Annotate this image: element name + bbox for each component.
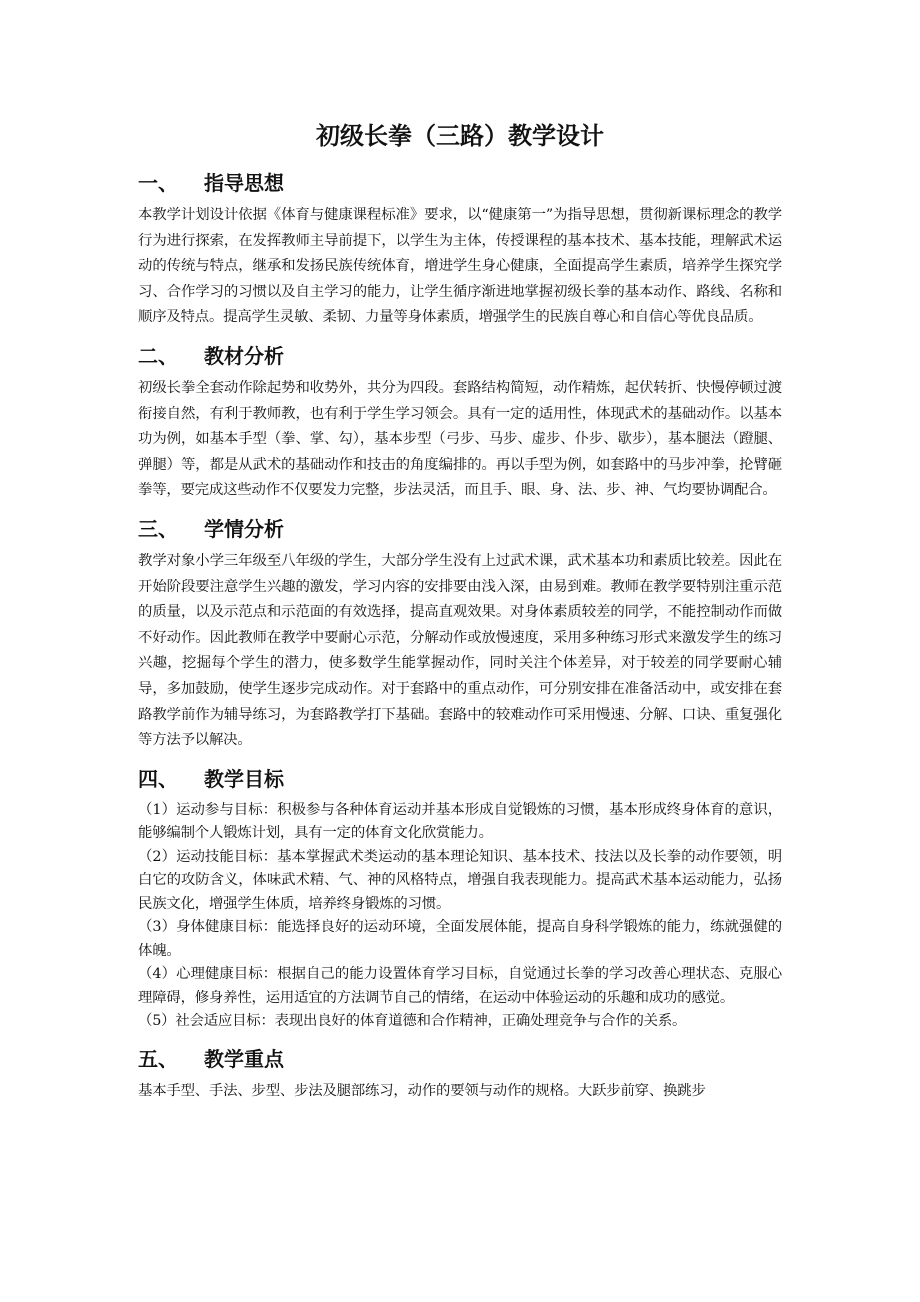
section-number: 三、	[138, 516, 178, 541]
section-number: 一、	[138, 171, 178, 195]
section-heading	[138, 513, 782, 545]
section-paragraph: 基本手型、手法、步型、步法及腿部练习，动作的要领与动作的规格。大跃步前穿、换跳步	[138, 1082, 706, 1099]
section-heading	[138, 167, 782, 199]
goal-item: （5）社会适应目标：表现出良好的体育道德和合作精神，正确处理竞争与合作的关系。	[138, 1013, 687, 1030]
section-title: 教学目标	[204, 766, 284, 791]
goal-item: （2）运动技能目标：基本掌握武术类运动的基本理论知识、基本技术、技法以及长拳的动作要领，明白它的攻防含义，体味武术精、气、神的风格特点，增强自我表现能力。提高武术基本运动能力，弘扬民族文化，增强学生体质，培养终身锻炼的习惯。	[138, 848, 782, 912]
section-teaching-goals	[138, 763, 782, 1034]
section-heading	[138, 340, 782, 372]
section-title: 教学重点	[204, 1046, 284, 1071]
section-paragraph: 本教学计划设计依据《体育与健康课程标准》要求，以“健康第一”为指导思想，贯彻新课标理念的教学行为进行探索，在发挥教师主导前提下，以学生为主体，传授课程的基本技术、基本技能，理解武术运动的传统与特点，继承和发扬民族传统体育，增进学生身心健康，全面提高学生素质，培养学生探究学习、合作学习的习惯以及自主学习的能力，让学生循序渐进地掌握初级长拳的基本动作、路线、名称和顺序及特点。提高学生灵敏、柔韧、力量等身体素质，增强学生的民族自尊心和自信心等优良品质。	[138, 207, 782, 326]
section-material-analysis	[138, 340, 782, 504]
section-student-analysis	[138, 513, 782, 754]
section-title: 学情分析	[204, 516, 284, 541]
section-title: 指导思想	[204, 171, 284, 195]
goal-item: （3）身体健康目标：能选择良好的运动环境，全面发展体能，提高自身科学锻炼的能力，练就强健的体魄。	[138, 919, 782, 959]
section-heading	[138, 1043, 782, 1075]
section-paragraph: 教学对象小学三年级至八年级的学生，大部分学生没有上过武术课，武术基本功和素质比较差。因此在开始阶段要注意学生兴趣的激发，学习内容的安排要由浅入深，由易到难。教师在教学要特别注重示范的质量，以及示范点和示范面的有效选择，提高直观效果。对身体素质较差的同学，不能控制动作而做不好动作。因此教师在教学中要耐心示范，分解动作或放慢速度，采用多种练习形式来激发学生的练习兴趣，挖掘每个学生的潜力，使多数学生能掌握动作，同时关注个体差异，对于较差的同学要耐心辅导，多加鼓励，使学生逐步完成动作。对于套路中的重点动作，可分别安排在准备活动中，或安排在套路教学前作为辅导练习，为套路教学打下基础。套路中的较难动作可采用慢速、分解、口诀、重复强化等方法予以解决。	[138, 552, 782, 749]
section-number: 五、	[138, 1046, 178, 1071]
document-title: 初级长拳（三路）教学设计	[316, 122, 604, 150]
section-heading	[138, 763, 782, 795]
section-guiding-ideology	[138, 167, 782, 331]
section-paragraph: 初级长拳全套动作除起势和收势外，共分为四段。套路结构简短，动作精炼，起伏转折、快慢停顿过渡衔接自然，有利于教师教，也有利于学生学习领会。具有一定的适用性，体现武术的基础动作。以基本功为例，如基本手型（拳、掌、勾），基本步型（弓步、马步、虚步、仆步、歇步），基本腿法（蹬腿、弹腿）等，都是从武术的基础动作和技击的角度编排的。再以手型为例，如套路中的马步冲拳，抡臂砸拳等，要完成这些动作不仅要发力完整，步法灵活，而且手、眼、身、法、步、神、气均要协调配合。	[138, 379, 782, 499]
goal-list	[138, 799, 782, 1034]
section-number: 四、	[138, 766, 178, 791]
section-number: 二、	[138, 343, 178, 368]
goal-item: （1）运动参与目标：积极参与各种体育运动并基本形成自觉锻炼的习惯，基本形成终身体育的意识，能够编制个人锻炼计划，具有一定的体育文化欣赏能力。	[138, 801, 782, 842]
goal-item: （4）心理健康目标：根据自己的能力设置体育学习目标，自觉通过长拳的学习改善心理状态、克服心理障碍，修身养性，运用适宜的方法调节自己的情绪，在运动中体验运动的乐趣和成功的感觉。	[138, 966, 782, 1006]
section-title: 教材分析	[204, 343, 284, 368]
section-teaching-focus	[138, 1043, 782, 1105]
